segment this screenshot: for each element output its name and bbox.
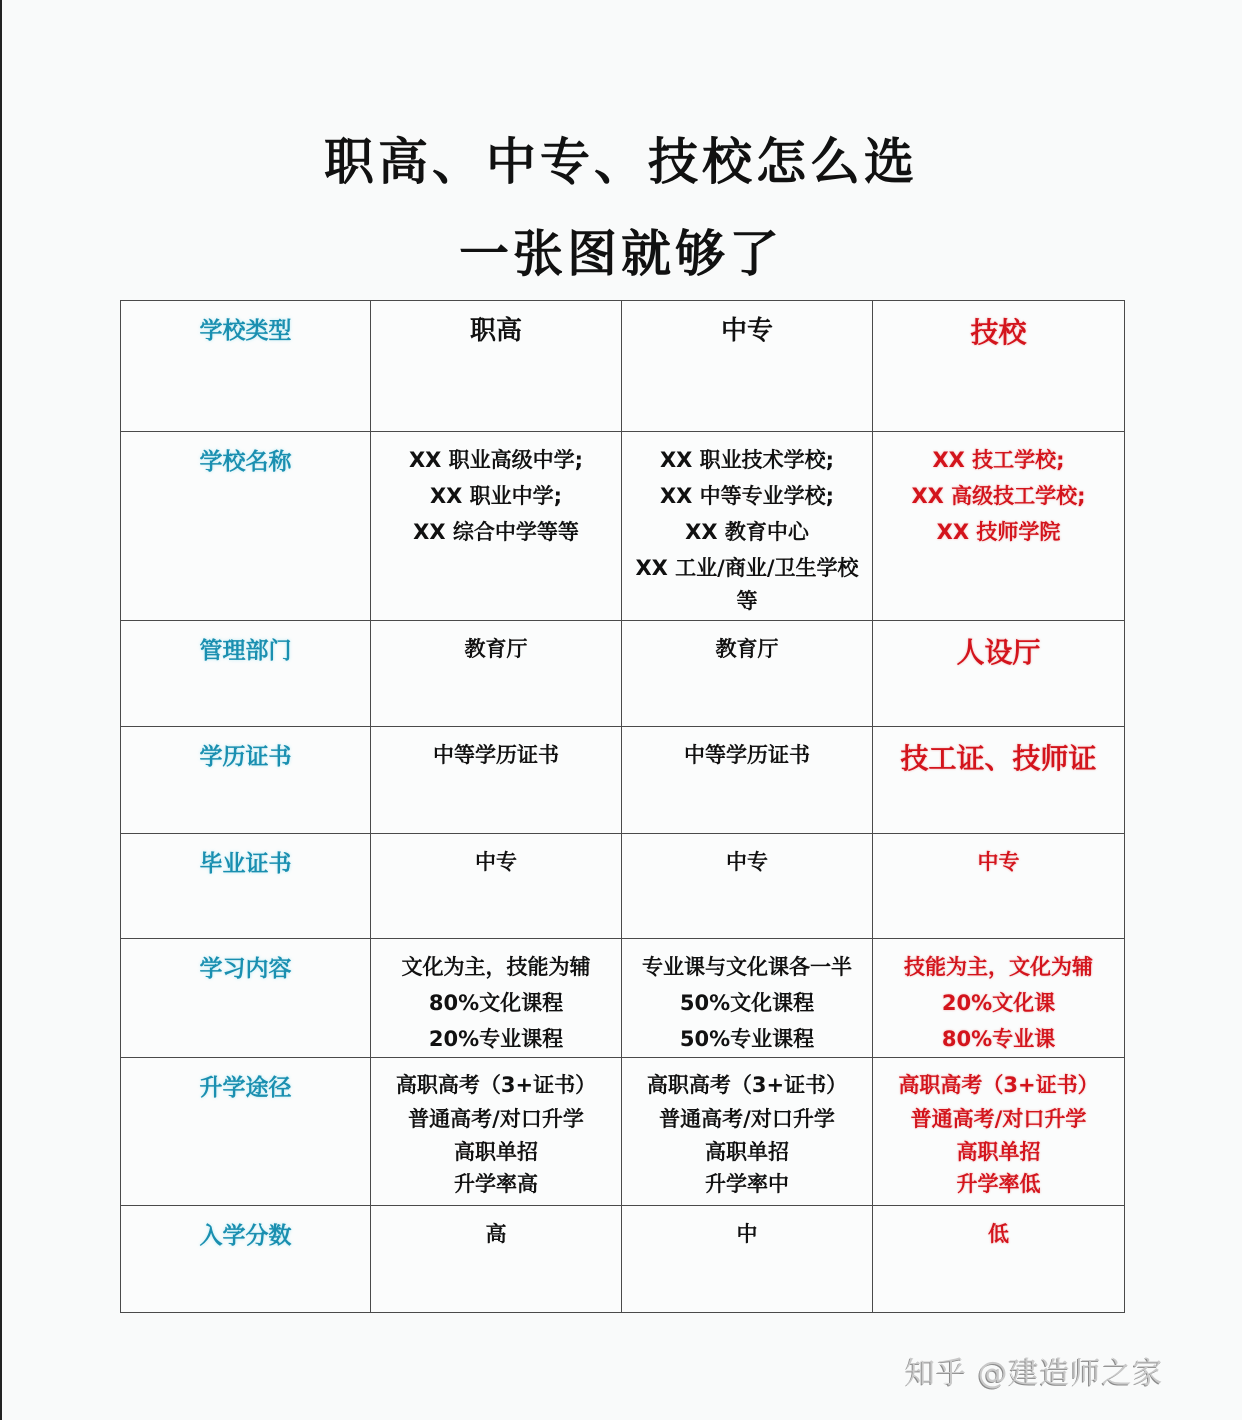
- row-label-graduation-cert: 毕业证书: [121, 834, 371, 939]
- cell-zhongzhuan-department: 教育厅: [622, 621, 873, 727]
- cell-zhongzhuan-academic-cert: 中等学历证书: [622, 727, 873, 834]
- cell-jixiao-further-study: 高职高考（3+证书） 普通高考/对口升学 高职单招 升学率低: [873, 1058, 1125, 1206]
- cell-zhongzhuan-school-name: XX 职业技术学校; XX 中等专业学校; XX 教育中心 XX 工业/商业/卫生学校 等: [622, 432, 873, 621]
- cell-zhigao-admission-score: 高: [371, 1206, 622, 1313]
- zhihu-watermark: 知乎 @建造师之家: [905, 1356, 1164, 1391]
- page-title: 职高、中专、技校怎么选: [324, 132, 918, 191]
- cell-jixiao-graduation-cert: 中专: [873, 834, 1125, 939]
- cell-zhigao-department: 教育厅: [371, 621, 622, 727]
- table-row-school-type: [121, 301, 1125, 432]
- row-label-department: 管理部门: [121, 621, 371, 727]
- cell-jixiao-department: 人设厅: [873, 621, 1125, 727]
- cell-zhongzhuan-further-study: 高职高考（3+证书） 普通高考/对口升学 高职单招 升学率中: [622, 1058, 873, 1206]
- row-label-school-type: 学校类型: [121, 301, 371, 432]
- cell-jixiao-school-name: XX 技工学校; XX 高级技工学校; XX 技师学院: [873, 432, 1125, 621]
- cell-zhigao-curriculum: 文化为主，技能为辅 80%文化课程 20%专业课程: [371, 939, 622, 1058]
- table-row-academic-cert: [121, 727, 1125, 834]
- table-row-graduation-cert: [121, 834, 1125, 939]
- cell-zhongzhuan-curriculum: 专业课与文化课各一半 50%文化课程 50%专业课程: [622, 939, 873, 1058]
- row-label-admission-score: 入学分数: [121, 1206, 371, 1313]
- table-row-department: [121, 621, 1125, 727]
- cell-zhongzhuan-graduation-cert: 中专: [622, 834, 873, 939]
- table-row-admission-score: [121, 1206, 1125, 1313]
- cell-jixiao-academic-cert: 技工证、技师证: [873, 727, 1125, 834]
- table-row-curriculum: [121, 939, 1125, 1058]
- cell-zhongzhuan-admission-score: 中: [622, 1206, 873, 1313]
- image-left-border: [0, 0, 2, 1420]
- cell-zhigao-academic-cert: 中等学历证书: [371, 727, 622, 834]
- cell-zhigao-school-name: XX 职业高级中学; XX 职业中学; XX 综合中学等等: [371, 432, 622, 621]
- table-row-school-name: [121, 432, 1125, 621]
- header-zhongzhuan: 中专: [622, 301, 873, 432]
- cell-zhigao-further-study: 高职高考（3+证书） 普通高考/对口升学 高职单招 升学率高: [371, 1058, 622, 1206]
- row-label-academic-cert: 学历证书: [121, 727, 371, 834]
- header-zhigao: 职高: [371, 301, 622, 432]
- cell-jixiao-curriculum: 技能为主，文化为辅 20%文化课 80%专业课: [873, 939, 1125, 1058]
- table-row-further-study: [121, 1058, 1125, 1206]
- row-label-curriculum: 学习内容: [121, 939, 371, 1058]
- header-jixiao: 技校: [873, 301, 1125, 432]
- cell-zhigao-graduation-cert: 中专: [371, 834, 622, 939]
- row-label-school-name: 学校名称: [121, 432, 371, 621]
- row-label-further-study: 升学途径: [121, 1058, 371, 1206]
- comparison-table: [120, 300, 1125, 1313]
- cell-jixiao-admission-score: 低: [873, 1206, 1125, 1313]
- page-subtitle: 一张图就够了: [459, 224, 783, 283]
